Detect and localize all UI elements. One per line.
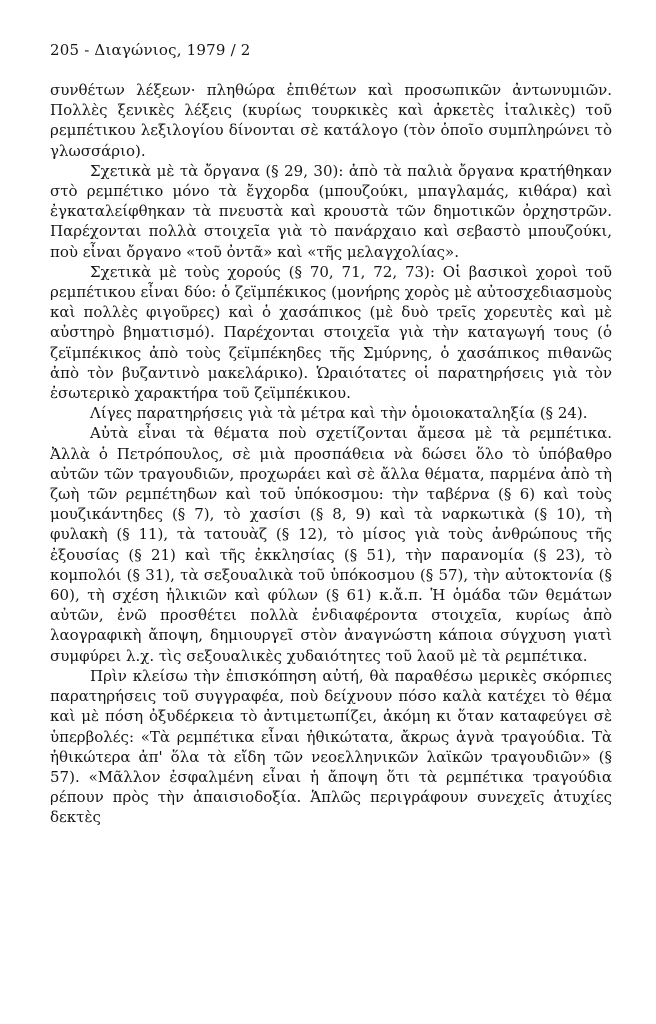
paragraph-5: Αὐτὰ εἶναι τὰ θέματα ποὺ σχετίζονται ἄμεσα μὲ τὰ ρεμπέτικα. Ἀλλὰ ὁ Πετρόπουλος, σὲ μιὰ προσπάθεια νὰ δώσει ὅλο τὸ ὑπόβαθρο αὐτῶν τῶν τραγουδιῶν, προχωράει καὶ σὲ ἄλλα θέματα, παρμένα ἀπὸ τὴ ζωὴ τῶν ρεμπέτηδων καὶ τοῦ ὑπόκοσμου: τὴν ταβέρνα (§ 6) καὶ τοὺς μουζικάντηδες (§ 7), τὸ χασίσι (§ 8, 9) καὶ τὰ ναρκωτικὰ (§ 10), τὴ φυλακὴ (§ 11), τὰ τατουὰζ (§ 12), τὸ μίσος γιὰ τοὺς ἀνθρώπους τῆς ἐξουσίας (§ 21) καὶ τῆς ἐκκλησίας (§ 51), τὴν παρανομία (§ 23), τὸ κομπολόι (§ 31), τὰ σεξουαλικὰ τοῦ ὑπόκοσμου (§ 57), τὴν αὐτοκτονία (§ 60), τὴ σχέση ἡλικιῶν καὶ φύλων (§ 61) κ.ἄ.π. Ἡ ὁμάδα τῶν θεμάτων αὐτῶν, ἐνῶ προσθέτει πολλὰ ἐνδιαφέροντα στοιχεῖα, κυρίως ἀπὸ λαογραφικὴ ἄποψη, δημιουργεῖ στὸν ἀναγνώστη κάποια σύγχυση γιατὶ συμφύρει λ.χ. τὶς σεξουαλικὲς χυδαιότητες τοῦ λαοῦ μὲ τὰ ρεμπέτικα. <box>50 424 612 665</box>
paragraph-4: Λίγες παρατηρήσεις γιὰ τὰ μέτρα καὶ τὴν ὁμοιοκαταληξία (§ 24). <box>90 404 588 423</box>
paragraph-2: Σχετικὰ μὲ τὰ ὄργανα (§ 29, 30): ἀπὸ τὰ παλιὰ ὄργανα κρατήθηκαν στὸ ρεμπέτικο μόνο τὰ ἔγχορδα (μπουζούκι, μπαγλαμάς, κιθάρα) καὶ ἐγκαταλείφθηκαν τὰ πνευστὰ καὶ κρουστὰ τῶν δημοτικῶν ὀρχηστρῶν. Παρέχονται πολλὰ στοιχεῖα γιὰ τὸ πανάρχαιο καὶ σεβαστὸ μπουζούκι, ποὺ εἶναι ὄργανο «τοῦ ὀντᾶ» καὶ «τῆς μελαγχολίας». <box>50 161 612 261</box>
running-head: 205 - Διαγώνιος, 1979 / 2 <box>50 41 251 59</box>
body-text <box>50 80 612 828</box>
paragraph-3: Σχετικὰ μὲ τοὺς χορούς (§ 70, 71, 72, 73): Οἱ βασικοὶ χοροὶ τοῦ ρεμπέτικου εἶναι δύο: ὁ ζεϊμπέκικος (μονήρης χορὸς μὲ αὐτοσχεδιασμοὺς καὶ πολλὲς φιγοῦρες) καὶ ὁ χασάπικος (μὲ δυὸ τρεῖς χορευτὲς καὶ μὲ αὐστηρὸ βηματισμό). Παρέχονται στοιχεῖα γιὰ τὴν καταγωγή τους (ὁ ζεϊμπέκικος ἀπὸ τοὺς ζεϊμπέκηδες τῆς Σμύρνης, ὁ χασάπικος πιθανῶς ἀπὸ τὸν βυζαντινὸ μακελάρικο). Ὡραιότατες οἱ παρατηρήσεις γιὰ τὸν ἐσωτερικὸ χαρακτήρα τοῦ ζεϊμπέκικου. <box>50 262 612 403</box>
paragraph-6: Πρὶν κλείσω τὴν ἐπισκόπηση αὐτή, θὰ παραθέσω μερικὲς σκόρπιες παρατηρήσεις τοῦ συγγραφέα, ποὺ δείχνουν πόσο καλὰ κατέχει τὸ θέμα καὶ μὲ πόση ὀξυδέρκεια τὸ ἀντιμετωπίζει, ἀκόμη κι ὅταν καταφεύγει σὲ ὑπερβολές: «Τὰ ρεμπέτικα εἶναι ἠθικώτατα, ἄκρως ἁγνὰ τραγούδια. Τὰ ἠθικώτερα ἀπ' ὅλα τὰ εἴδη τῶν νεοελληνικῶν λαϊκῶν τραγουδιῶν» (§ 57). «Μᾶλλον ἐσφαλμένη εἶναι ἡ ἄποψη ὅτι τὰ ρεμπέτικα τραγούδια ρέπουν πρὸς τὴν ἀπαισιοδοξία. Ἁπλῶς περιγράφουν συνεχεῖς ἀτυχίες δεκτὲς <box>50 666 612 827</box>
paragraph-1: συνθέτων λέξεων· πληθώρα ἐπιθέτων καὶ προσωπικῶν ἀντωνυμιῶν. Πολλὲς ξενικὲς λέξεις (κυρίως τουρκικὲς καὶ ἀρκετὲς ἰταλικὲς) τοῦ ρεμπέτικου λεξιλογίου δίνονται σὲ κατάλογο (τὸν ὁποῖο συμπληρώνει τὸ γλωσσάριο). <box>50 81 612 160</box>
